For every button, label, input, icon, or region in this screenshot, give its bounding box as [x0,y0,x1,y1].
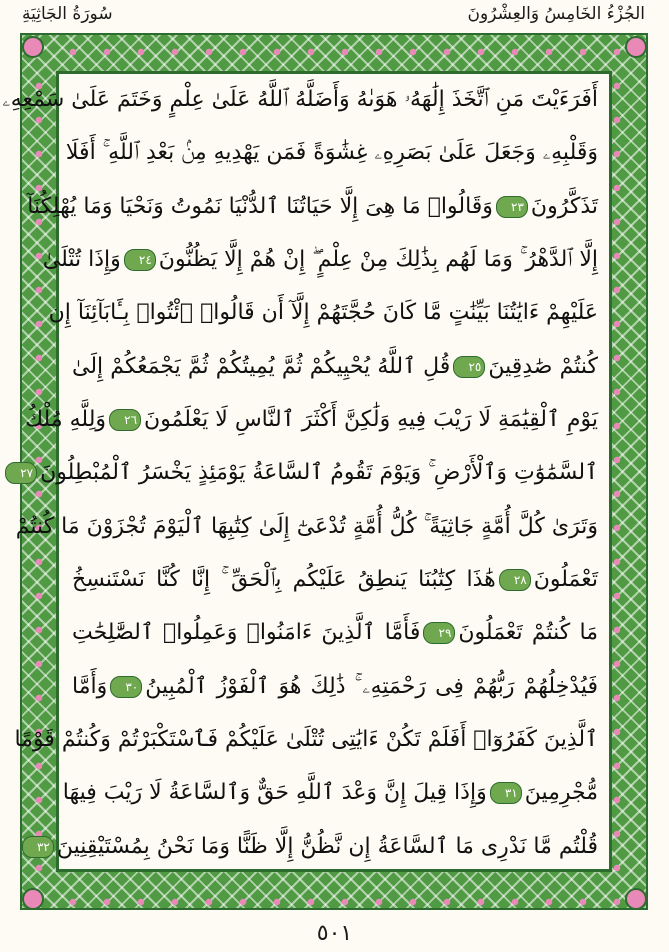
verse-text: كُنتُمْ صَٰدِقِينَ [488,353,598,379]
corner-flower-icon [625,36,647,58]
verse-text: هَٰذَا كِتَٰبُنَا يَنطِقُ عَلَيْكُم بِٱلْحَقِّ ۚ إِنَّا كُنَّا نَسْتَنسِخُ [72,567,496,593]
corner-flower-icon [22,888,44,910]
page-number: ٥٠١ [316,921,353,946]
ayah-number-marker: ٢٨ [499,569,531,591]
verse-text: مَا كُنتُمْ تَعْمَلُونَ [458,620,598,646]
verse-text: عَلَيْهِمْ ءَايَٰتُنَا بَيِّنَٰتٍ مَّا كَانَ حُجَّتَهُمْ إِلَّآ أَن قَالُوا۟ ٱئْتُوا۟ بِـَٔابَآئِنَآ إِن [48,300,598,326]
text-line [36,825,598,868]
verse-text: إِلَّا ٱلدَّهْرُ ۚ وَمَا لَهُم بِذَٰلِكَ مِنْ عِلْمٍ ۖ إِنْ هُمْ إِلَّا يَظُنُّونَ [158,247,598,273]
verse-text: يَوْمِ ٱلْقِيَٰمَةِ لَا رَيْبَ فِيهِ وَلَٰكِنَّ أَكْثَرَ ٱلنَّاسِ لَا يَعْلَمُونَ [144,407,598,433]
text-line [20,451,598,494]
ayah-number-marker: ٢٤ [124,249,156,271]
verse-text: وَقَالُوا۟ مَا هِىَ إِلَّا حَيَاتُنَا ٱلدُّنْيَا نَمُوتُ وَنَحْيَا وَمَا يُهْلِكُنَآ [27,193,493,219]
verse-text: تَذَكَّرُونَ [530,193,598,219]
verse-text: ٱلَّذِينَ كَفَرُوٓا۟ أَفَلَمْ تَكُنْ ءَايَٰتِى تُتْلَىٰ عَلَيْكُمْ فَٱسْتَكْبَرْتُمْ وَكُنتُمْ قَوْمًا [14,727,598,753]
text-line [72,665,598,708]
corner-flower-icon [22,36,44,58]
verse-text: فَيُدْخِلُهُمْ رَبُّهُمْ فِى رَحْمَتِهِۦ ۚ ذَٰلِكَ هُوَ ٱلْفَوْزُ ٱلْمُبِينُ [145,673,598,699]
text-line [15,505,598,548]
text-line [25,398,598,441]
verse-text: أَفَرَءَيْتَ مَنِ ٱتَّخَذَ إِلَٰهَهُۥ هَوَىٰهُ وَأَضَلَّهُ ٱللَّهُ عَلَىٰ عِلْمٍ وَخَتَمَ عَلَىٰ سَمْعِهِۦ [2,87,598,112]
text-line [27,185,598,228]
verse-text: تَعْمَلُونَ [533,567,598,593]
verse-text: وَتَرَىٰ كُلَّ أُمَّةٍ جَاثِيَةً ۚ كُلُّ أُمَّةٍ تُدْعَىٰٓ إِلَىٰ كِتَٰبِهَا ٱلْيَوْمَ تُجْزَوْنَ مَا كُنتُمْ [15,513,598,539]
verse-text: وَإِذَا تُتْلَىٰ [42,247,121,273]
ayah-number-marker: ٣٢ [22,836,54,858]
ayah-number-marker: ٢٧ [5,462,37,484]
text-line [62,771,598,814]
text-line [2,78,598,121]
verse-text: وَلِلَّهِ مُلْكُ [25,407,107,433]
verse-text: وَقَلْبِهِۦ وَجَعَلَ عَلَىٰ بَصَرِهِۦ غِشَٰوَةً فَمَن يَهْدِيهِ مِنۢ بَعْدِ ٱللَّهِ ۚ أَفَلَا [65,140,598,166]
ayah-number-marker: ٢٥ [453,356,485,378]
verse-text: وَأَمَّا [72,673,108,699]
verse-text: وَإِذَا قِيلَ إِنَّ وَعْدَ ٱللَّهِ حَقٌّ وَٱلسَّاعَةُ لَا رَيْبَ فِيهَا [62,780,487,806]
quran-text [2,78,598,868]
text-line [14,718,598,761]
ayah-number-marker: ٢٣ [496,196,528,218]
verse-text: قُلِ ٱللَّهُ يُحْيِيكُمْ ثُمَّ يُمِيتُكُمْ ثُمَّ يَجْمَعُكُمْ إِلَىٰ [72,353,451,379]
ayah-number-marker: ٢٩ [423,622,455,644]
verse-text: مُّجْرِمِينَ [524,780,598,806]
ayah-number-marker: ٣٠ [110,676,142,698]
text-line [42,238,598,281]
verse-text: فَأَمَّا ٱلَّذِينَ ءَامَنُوا۟ وَعَمِلُوا۟ ٱلصَّٰلِحَٰتِ [72,620,421,646]
juz-title: الجُزْءُ الخَامِسُ وَالعِشْرُونَ [467,4,645,24]
corner-flower-icon [625,888,647,910]
text-line [72,611,598,654]
text-line [72,558,598,601]
verse-text: ٱلسَّمَٰوَٰتِ وَٱلْأَرْضِ ۚ وَيَوْمَ تَقُومُ ٱلسَّاعَةُ يَوْمَئِذٍ يَخْسَرُ ٱلْمُبْطِلُونَ [40,460,598,486]
ayah-number-marker: ٣١ [490,782,522,804]
surah-title: سُورَةُ الجَاثِيَةِ [22,4,113,24]
ayah-number-marker: ٢٦ [109,409,141,431]
text-line [48,291,598,334]
text-line [72,345,598,388]
text-line [65,131,598,174]
verse-text: قُلْتُم مَّا نَدْرِى مَا ٱلسَّاعَةُ إِن نَّظُنُّ إِلَّا ظَنًّا وَمَا نَحْنُ بِمُسْتَيْقِنِينَ [56,833,598,859]
